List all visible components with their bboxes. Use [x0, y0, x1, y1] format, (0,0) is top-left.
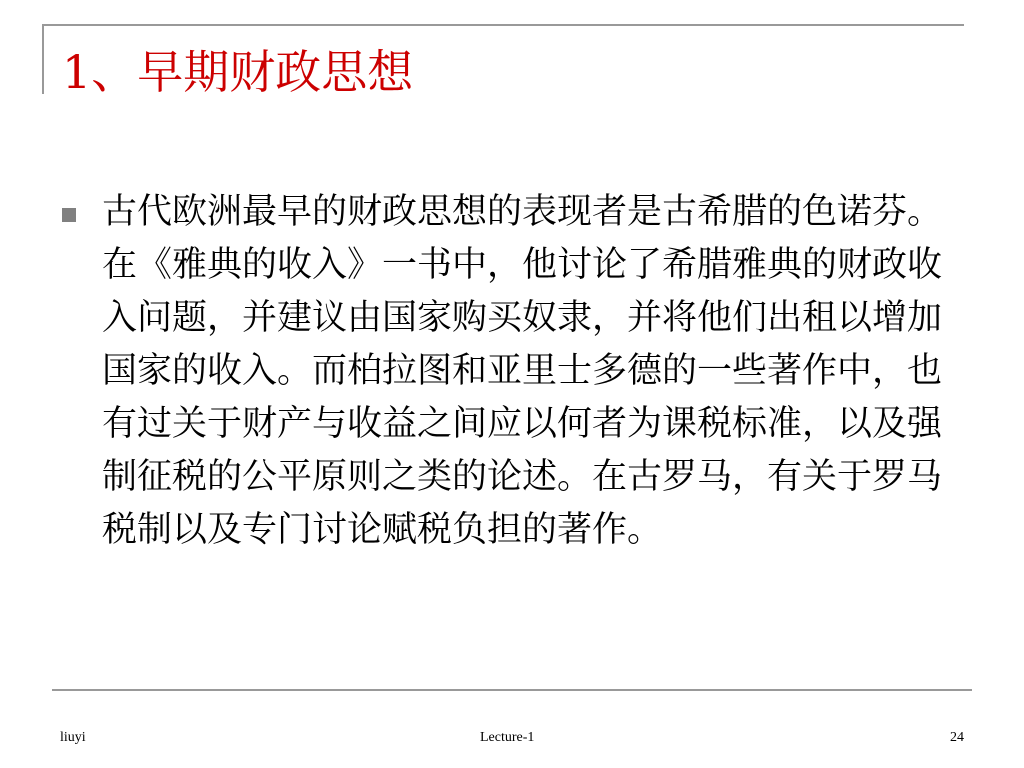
footer-rule: [52, 689, 972, 691]
footer-page-number: 24: [950, 730, 964, 745]
footer-lecture: Lecture-1: [480, 730, 535, 745]
bullet-paragraph: 古代欧洲最早的财政思想的表现者是古希腊的色诺芬。在《雅典的收入》一书中，他讨论了希腊雅典的财政收入问题，并建议由国家购买奴隶，并将他们出租以增加国家的收入。而柏拉图和亚里士多德的一些著作中，也有过关于财产与收益之间应以何者为课税标准，以及强制征税的公平原则之类的论述。在古罗马，有关于罗马税制以及专门讨论赋税负担的著作。: [102, 192, 943, 550]
top-vertical-rule: [42, 24, 44, 94]
top-horizontal-rule: [42, 24, 964, 26]
slide-title: 1、早期财政思想: [62, 45, 414, 99]
square-bullet-icon: [62, 208, 76, 222]
footer-author: liuyi: [60, 730, 86, 745]
